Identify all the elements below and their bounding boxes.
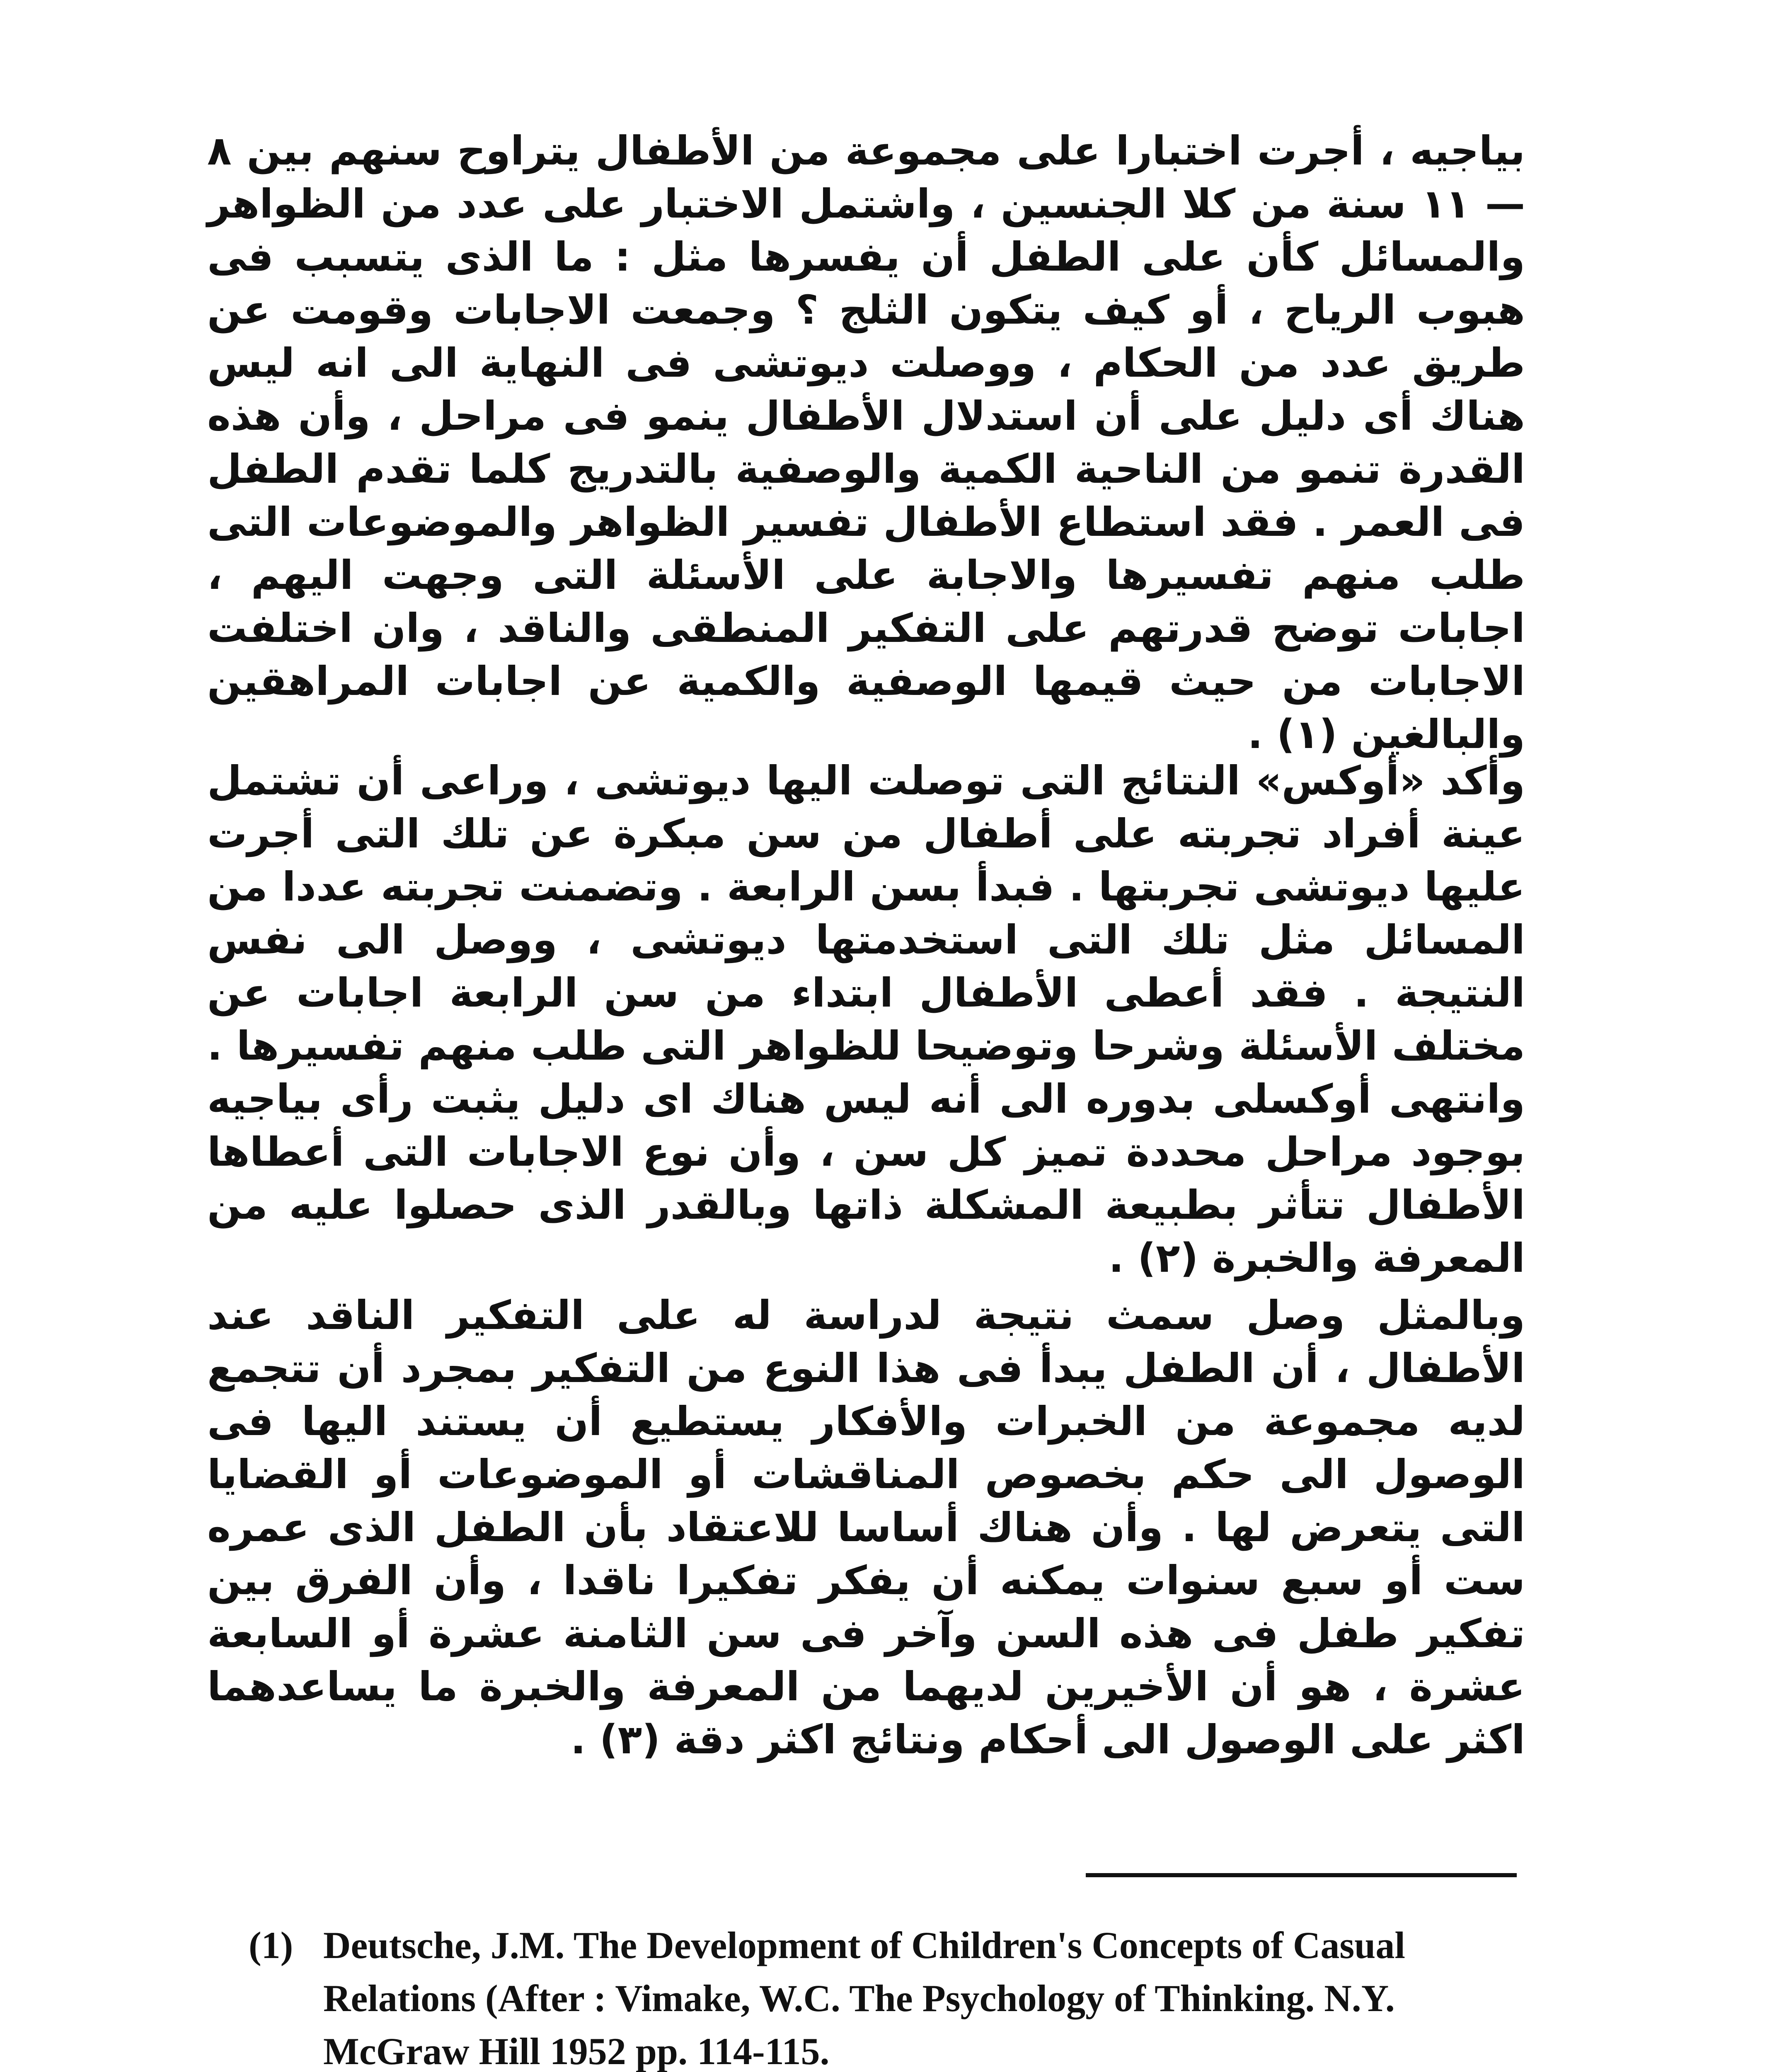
footnote-text: Deutsche, J.M. The Development of Children's Concepts of Casual Relations (After : Vimake, W.C. The Psychology of Thinking. N.Y. McGraw Hill 1952 pp. 114-115.	[323, 1924, 1405, 2072]
footnote-divider	[1086, 1873, 1517, 1877]
body-paragraph-3: وبالمثل وصل سمث نتيجة لدراسة له على التفكير الناقد عند الأطفال ، أن الطفل يبدأ فى هذا النوع من التفكير بمجرد أن تتجمع لديه مجموعة من الخبرات والأفكار يستطيع أن يستند اليها فى الوصول الى حكم بخصوص المناقشات أو الموضوعات أو القضايا التى يتعرض لها . وأن هناك أساسا للاعتقاد بأن الطفل الذى عمره ست أو سبع سنوات يمكنه أن يفكر تفكيرا ناقدا ، وأن الفرق بين تفكير طفل فى هذه السن وآخر فى سن الثامنة عشرة أو السابعة عشرة ، هو أن الأخيرين لديهما من المعرفة والخبرة ما يساعدهما اكثر على الوصول الى أحكام ونتائج اكثر دقة (٣) .	[207, 1292, 1525, 1763]
footnote-1	[249, 1919, 1533, 2072]
body-paragraph-1: بياجيه ، أجرت اختبارا على مجموعة من الأطفال يتراوح سنهم بين ٨ — ١١ سنة من كلا الجنسين ، واشتمل الاختبار على عدد من الظواهر والمسائل كأن على الطفل أن يفسرها مثل : ما الذى يتسبب فى هبوب الرياح ، أو كيف يتكون الثلج ؟ وجمعت الاجابات وقومت عن طريق عدد من الحكام ، ووصلت ديوتشى فى النهاية الى انه ليس هناك أى دليل على أن استدلال الأطفال ينمو فى مراحل ، وأن هذه القدرة تنمو من الناحية الكمية والوصفية بالتدريج كلما تقدم الطفل فى العمر . فقد استطاع الأطفال تفسير الظواهر والموضوعات التى طلب منهم تفسيرها والاجابة على الأسئلة التى وجهت اليهم ، اجابات توضح قدرتهم على التفكير المنطقى والناقد ، وان اختلفت الاجابات من حيث قيمها الوصفية والكمية عن اجابات المراهقين والبالغين (١) .	[207, 128, 1525, 758]
footnote-number: (1)	[249, 1924, 293, 1966]
footnotes-list	[249, 1919, 1533, 2072]
body-paragraph-2: وأكد «أوكس» النتائج التى توصلت اليها ديوتشى ، وراعى أن تشتمل عينة أفراد تجربته على أطفال من سن مبكرة عن تلك التى أجرت عليها ديوتشى تجربتها . فبدأ بسن الرابعة . وتضمنت تجربته عددا من المسائل مثل تلك التى استخدمتها ديوتشى ، ووصل الى نفس النتيجة . فقد أعطى الأطفال ابتداء من سن الرابعة اجابات عن مختلف الأسئلة وشرحا وتوضيحا للظواهر التى طلب منهم تفسيرها . وانتهى أوكسلى بدوره الى أنه ليس هناك اى دليل يثبت رأى بياجيه بوجود مراحل محددة تميز كل سن ، وأن نوع الاجابات التى أعطاها الأطفال تتأثر بطبيعة المشكلة ذاتها وبالقدر الذى حصلوا عليه من المعرفة والخبرة (٢) .	[207, 758, 1525, 1281]
